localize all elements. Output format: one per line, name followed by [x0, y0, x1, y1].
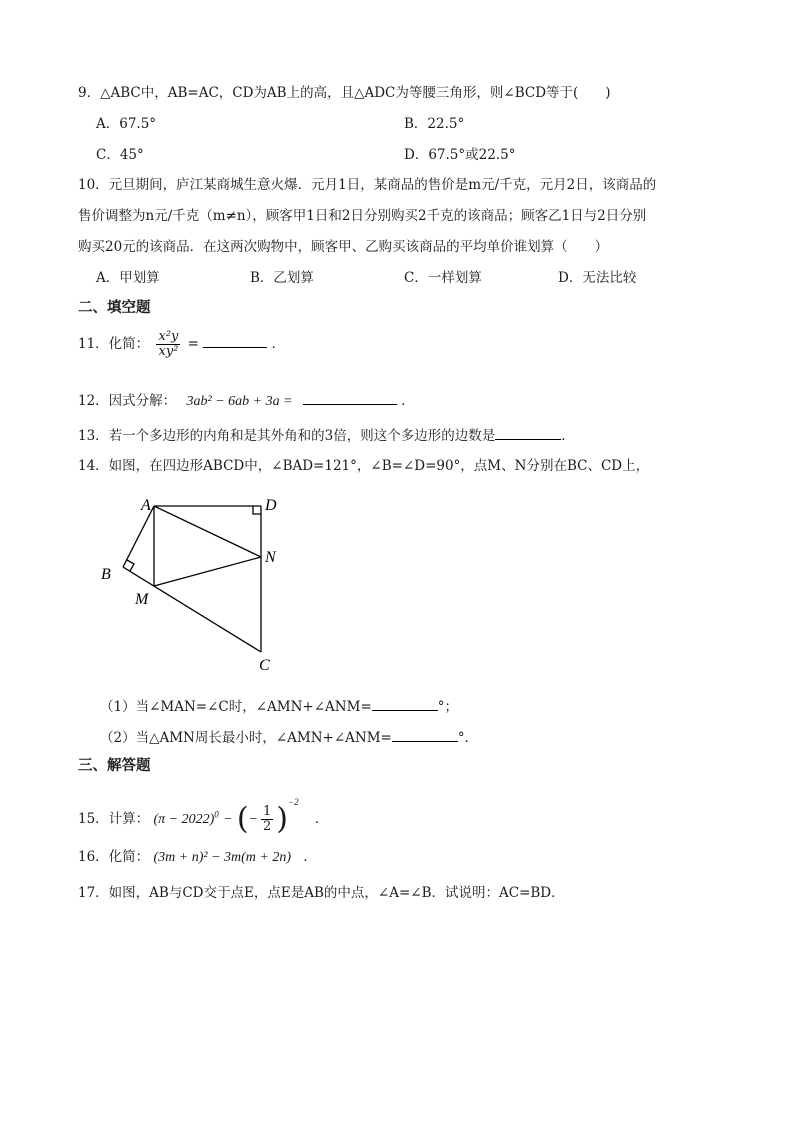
q11-fraction — [156, 330, 180, 359]
q14-label-m: M — [135, 591, 149, 608]
section-solve-title: 三、解答题 — [78, 758, 151, 774]
q10-option-a: A．甲划算 — [96, 270, 160, 286]
q10-option-d: D．无法比较 — [558, 270, 637, 286]
q16-end: ． — [303, 849, 317, 865]
q11-equals: = — [187, 336, 199, 352]
q9-option-a: A．67.5° — [96, 116, 157, 132]
q15 — [78, 782, 328, 840]
q12-end: ． — [401, 393, 415, 409]
q14-sub2-end: °． — [457, 730, 479, 746]
q12-prefix: 12．因式分解： — [78, 393, 177, 409]
q11-answer-blank[interactable] — [203, 333, 267, 348]
q15-denominator: 2 — [263, 819, 272, 834]
q12-expression: 3ab² − 6ab + 3a = — [186, 394, 293, 409]
q10-option-b: B．乙划算 — [250, 270, 314, 286]
q13-answer-blank[interactable] — [495, 425, 561, 440]
q15-end: ． — [314, 811, 329, 827]
q9-option-c: C．45° — [96, 147, 144, 163]
q15-term-1: (π − 2022) — [153, 812, 215, 827]
q12-answer-blank[interactable] — [303, 390, 397, 405]
q15-exponent: −2 — [288, 797, 299, 807]
q10-line-1: 10．元旦期间，庐江某商城生意火爆．元月1日，某商品的售价是m元/千克，元月2日，该商品的 — [78, 177, 657, 193]
q13 — [78, 425, 575, 445]
section-fill-in-title: 二、填空题 — [78, 300, 151, 316]
q10-line-2: 售价调整为n元/千克（m≠n），顾客甲1日和2日分别购买2千克的该商品；顾客乙1日与2日分别 — [78, 208, 647, 224]
q10-option-c: C．一样划算 — [404, 270, 482, 286]
q14-sub2-prefix: （2）当△AMN周长最小时，∠AMN+∠ANM= — [100, 730, 392, 746]
q15-inner-minus: − — [248, 812, 258, 827]
q15-left-paren-icon: ( — [236, 801, 249, 837]
q15-minus: − — [223, 812, 233, 827]
q14-sub-1 — [100, 696, 458, 716]
q16-prefix: 16．化简： — [78, 849, 150, 865]
q11-denominator: xy² — [158, 344, 179, 359]
q11-end: ． — [271, 336, 286, 352]
q15-exponent-0: 0 — [214, 809, 219, 820]
q14-sub-2 — [100, 727, 478, 747]
q11-prefix: 11．化简： — [78, 336, 150, 352]
q14-stem: 14．如图，在四边形ABCD中，∠BAD=121°，∠B=∠D=90°，点M、N分别在BC、CD上， — [78, 458, 650, 474]
q17-text: 17．如图，AB与CD交于点E，点E是AB的中点，∠A=∠B．试说明：AC=BD． — [78, 885, 565, 901]
q14-label-b: B — [101, 566, 111, 583]
q11-numerator: x²y — [158, 329, 179, 344]
q14-sub2-answer-blank[interactable] — [392, 727, 458, 742]
q9-option-b: B．22.5° — [404, 116, 465, 132]
q16-expression: (3m + n)² − 3m(m + 2n) — [153, 850, 292, 865]
q14-label-n: N — [265, 549, 276, 566]
q9-option-d: D．67.5°或22.5° — [404, 147, 516, 163]
q14-sub1-end: °； — [437, 699, 459, 715]
q14-label-d: D — [265, 497, 277, 514]
q13-end: ． — [561, 428, 575, 444]
q15-right-paren-icon: ) — [276, 801, 288, 837]
q16 — [78, 848, 317, 867]
q14-label-a: A — [141, 497, 151, 514]
q9-stem: 9．△ABC中，AB=AC，CD为AB上的高，且△ADC为等腰三角形，则∠BCD等于( ) — [78, 85, 611, 101]
q14-quadrilateral-figure — [95, 490, 295, 680]
q10-line-3: 购买20元的该商品．在这两次购物中，顾客甲、乙购买该商品的平均单价谁划算（ ） — [78, 239, 609, 255]
q12 — [78, 390, 415, 411]
q13-text: 13．若一个多边形的内角和是其外角和的3倍，则这个多边形的边数是 — [78, 428, 496, 444]
q14-label-c: C — [259, 657, 270, 674]
q15-fraction — [261, 805, 273, 834]
q14-sub1-answer-blank[interactable] — [372, 696, 438, 711]
q11 — [78, 328, 285, 360]
q15-numerator: 1 — [263, 804, 272, 819]
q14-sub1-prefix: （1）当∠MAN=∠C时，∠AMN+∠ANM= — [100, 699, 372, 715]
q15-prefix: 15．计算： — [78, 811, 150, 827]
